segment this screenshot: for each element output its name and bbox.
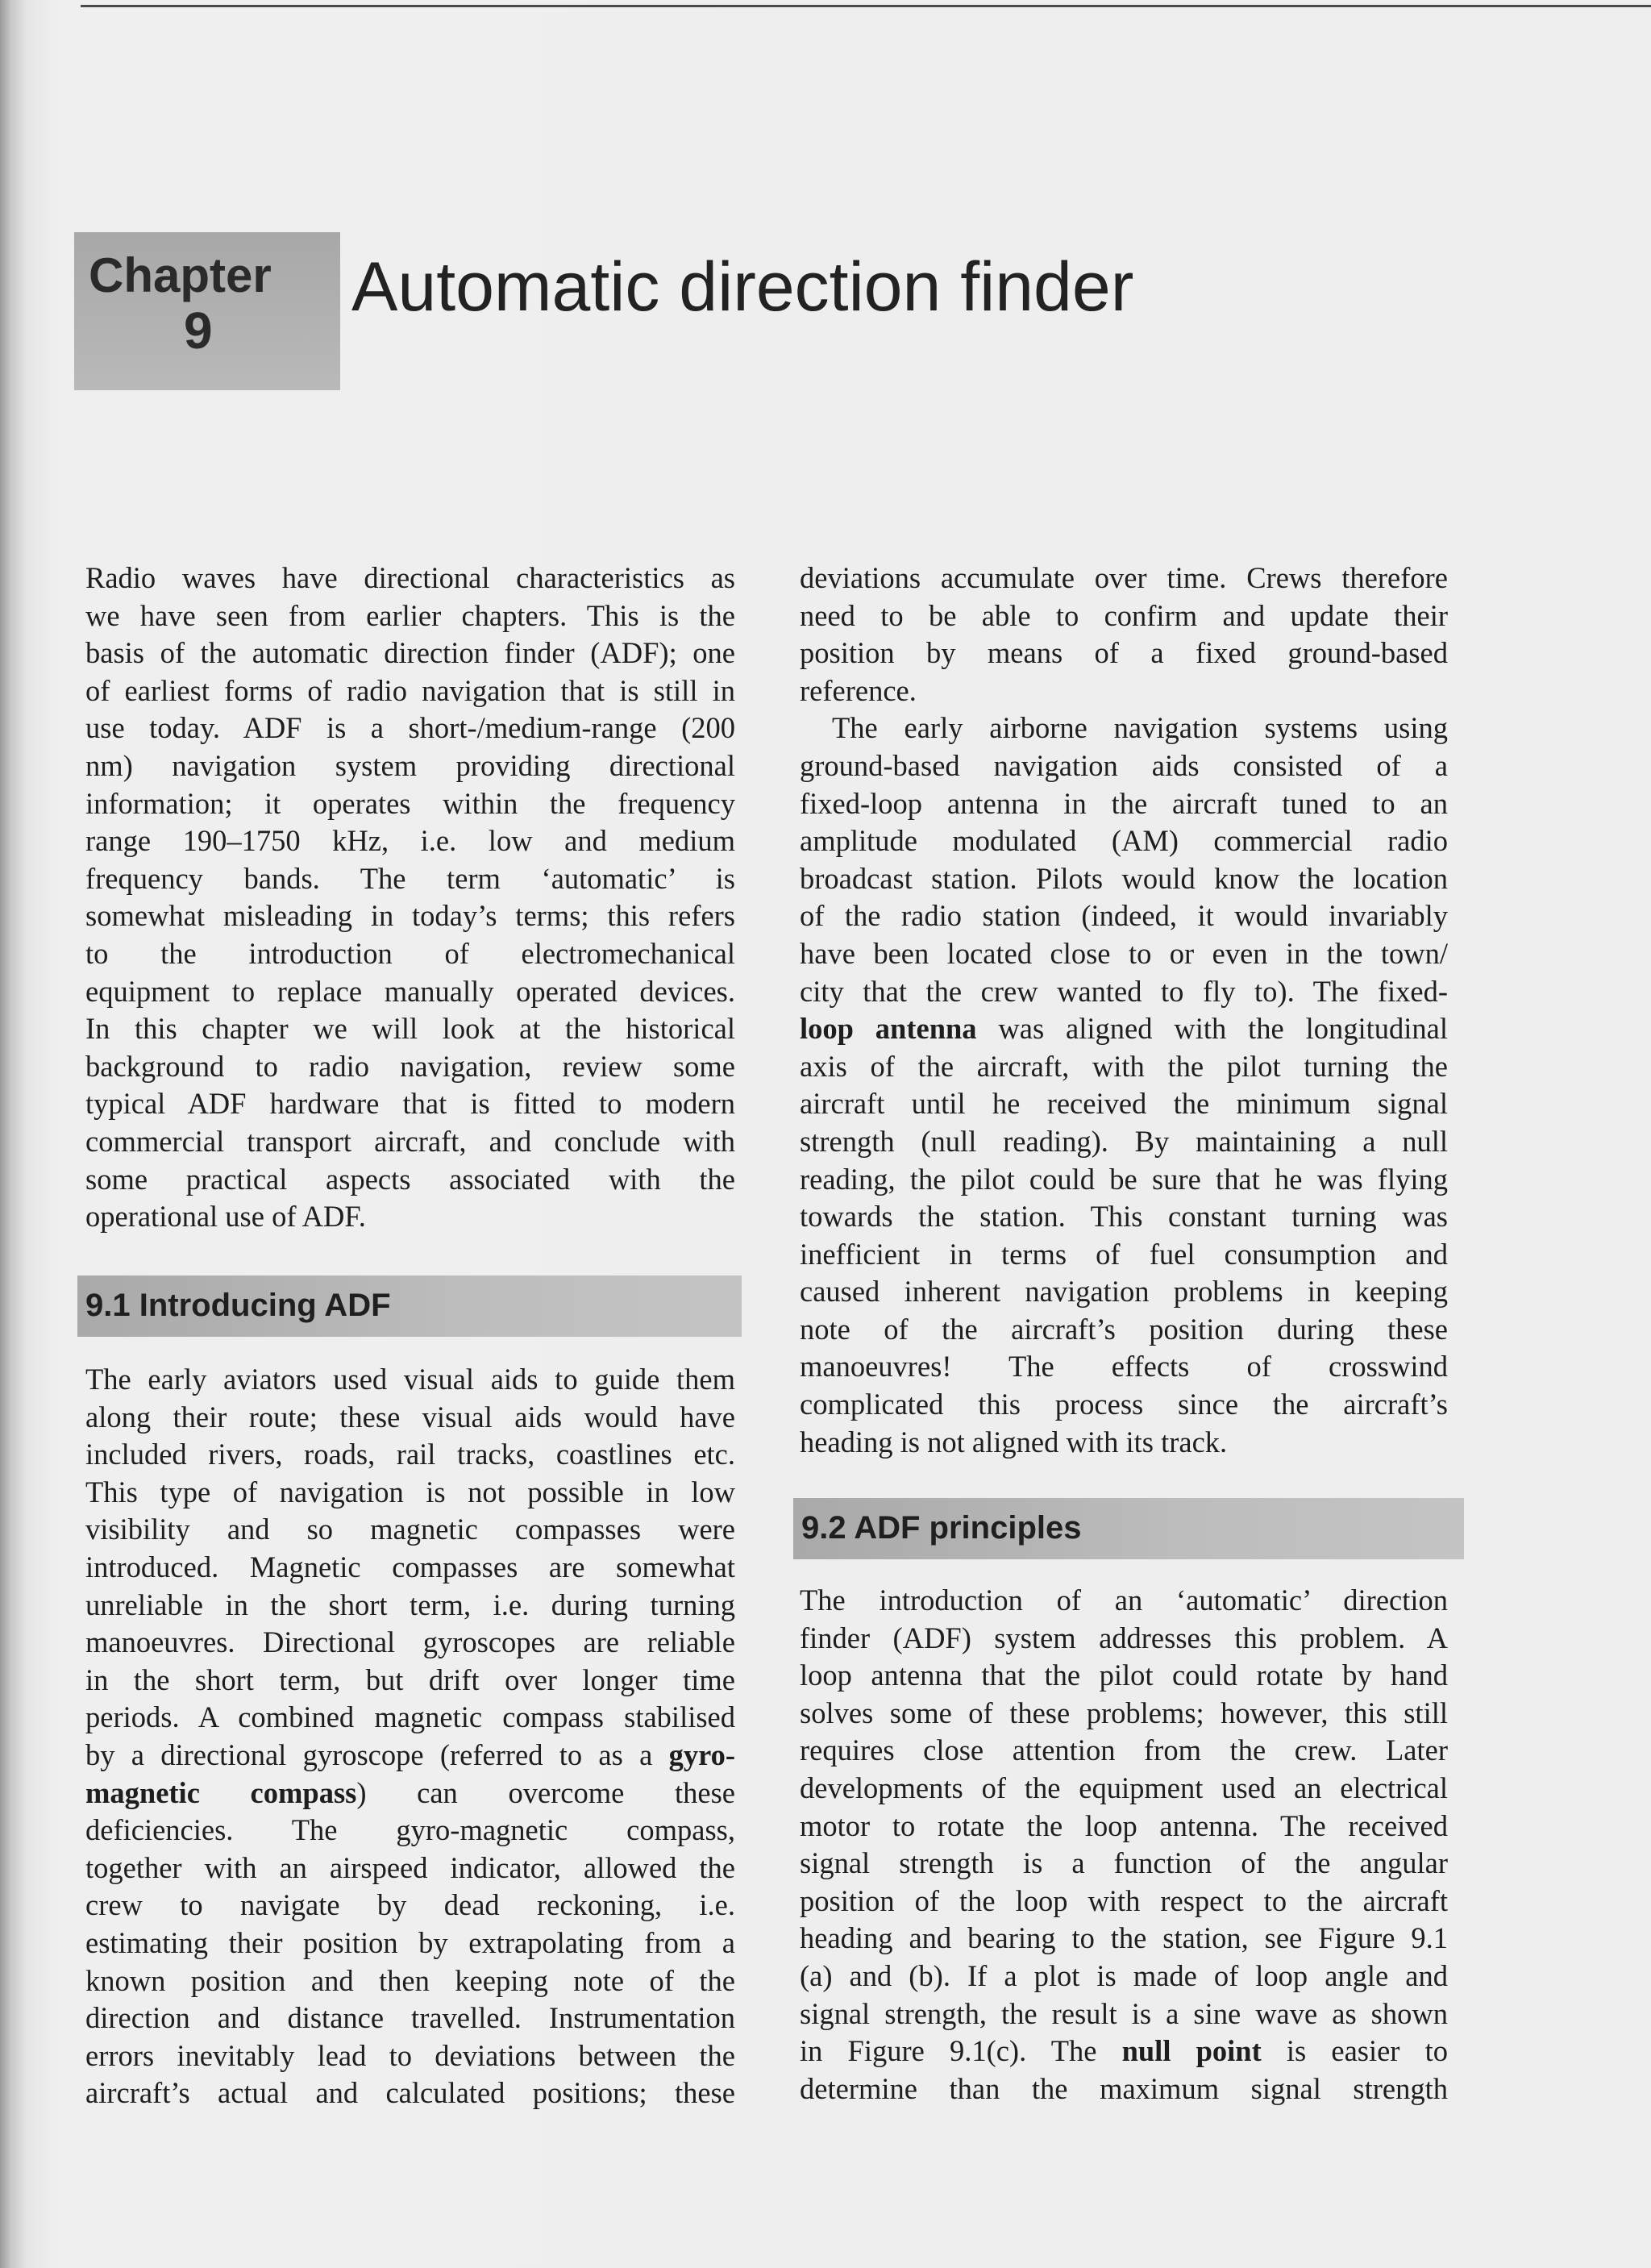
text-line: inefficient in terms of fuel consumption and [800, 1237, 1448, 1271]
text-line: strength (null reading). By maintaining a null [800, 1124, 1448, 1158]
text-line: broadcast station. Pilots would know the location [800, 861, 1448, 895]
text-line: signal strength, the result is a sine wave as shown [800, 1996, 1448, 2030]
section-heading-text: 9.1 Introducing ADF [85, 1288, 391, 1323]
text-line: position of the loop with respect to the aircraft [800, 1883, 1448, 1917]
text-line: in the short term, but drift over longer time [85, 1663, 735, 1696]
text-line: visibility and so magnetic compasses were [85, 1513, 735, 1546]
top-rule [81, 5, 1651, 7]
text-line: of the radio station (indeed, it would invariably [800, 899, 1448, 933]
text-line [85, 1775, 735, 1812]
text-line: Radio waves have directional characteristics as [85, 561, 735, 594]
text-line: known position and then keeping note of the [85, 1963, 735, 1997]
text-span: by a directional gyroscope (referred to as a [85, 1737, 653, 1771]
text-line: aircraft until he received the minimum signal [800, 1087, 1448, 1121]
text-line: basis of the automatic direction finder (ADF); one [85, 636, 735, 670]
text-line: range 190–1750 kHz, i.e. low and medium [85, 824, 735, 858]
bold-term: null point [1121, 2034, 1262, 2068]
text-line: complicated this process since the aircraft’s [800, 1388, 1448, 1421]
text-line: reference. [800, 673, 917, 707]
text-line: In this chapter we will look at the historical [85, 1012, 735, 1046]
text-line: frequency bands. The term ‘automatic’ is [85, 861, 735, 895]
text-line: unreliable in the short term, i.e. during turning [85, 1588, 735, 1621]
text-line: information; it operates within the frequency [85, 786, 735, 820]
section-heading-9-2 [793, 1498, 1464, 1559]
text-line: position by means of a fixed ground-based [800, 636, 1448, 670]
text-line [800, 1010, 1448, 1048]
section-heading-9-1 [77, 1275, 742, 1337]
section-heading-text: 9.2 ADF principles [801, 1510, 1082, 1546]
text-line: of earliest forms of radio navigation that is still in [85, 673, 735, 707]
text-line: The early aviators used visual aids to guide them [85, 1363, 735, 1396]
text-line: finder (ADF) system addresses this problem. A [800, 1621, 1448, 1654]
section-9-2-paragraph [800, 1582, 1448, 2108]
text-span: in Figure 9.1(c). The [800, 2034, 1122, 2068]
text-line: The introduction of an ‘automatic’ direction [800, 1583, 1448, 1617]
text-line: typical ADF hardware that is fitted to modern [85, 1087, 735, 1121]
text-line: deficiencies. The gyro-magnetic compass, [85, 1813, 735, 1847]
bold-term: gyro- [668, 1737, 736, 1771]
text-line: manoeuvres. Directional gyroscopes are reliable [85, 1625, 735, 1659]
text-line: introduced. Magnetic compasses are somewhat [85, 1550, 735, 1583]
text-line: have been located close to or even in the town/ [800, 936, 1448, 970]
text-line: heading and bearing to the station, see Figure 9.1 [800, 1921, 1448, 1955]
text-line: reading, the pilot could be sure that he was flying [800, 1162, 1448, 1196]
text-line: somewhat misleading in today’s terms; this refers [85, 899, 735, 933]
text-line: nm) navigation system providing directional [85, 748, 735, 782]
text-line: aircraft’s actual and calculated positions; these [85, 2076, 735, 2110]
text-line: manoeuvres! The effects of crosswind [800, 1350, 1448, 1384]
text-line: heading is not aligned with its track. [800, 1425, 1228, 1459]
text-line: amplitude modulated (AM) commercial radio [800, 824, 1448, 858]
text-span: is easier to [1261, 2034, 1448, 2068]
chapter-number: 9 [184, 302, 213, 360]
text-span: ) can overcome these [356, 1775, 735, 1809]
text-line: errors inevitably lead to deviations between the [85, 2038, 735, 2072]
intro-paragraph [85, 560, 735, 1236]
bold-term: magnetic compass [85, 1775, 357, 1809]
text-line: need to be able to confirm and update their [800, 598, 1448, 632]
text-line: (a) and (b). If a plot is made of loop angle and [800, 1958, 1448, 1992]
text-line [800, 2033, 1448, 2070]
chapter-title: Automatic direction finder [351, 248, 1134, 326]
text-line: axis of the aircraft, with the pilot turning the [800, 1049, 1448, 1083]
text-line: requires close attention from the crew. Later [800, 1733, 1448, 1767]
text-line: along their route; these visual aids would have [85, 1400, 735, 1434]
text-line: fixed-loop antenna in the aircraft tuned to an [800, 786, 1448, 820]
text-line: determine than the maximum signal strength [800, 2071, 1448, 2105]
text-line: ground-based navigation aids consisted of a [800, 748, 1448, 782]
text-line: we have seen from earlier chapters. This is the [85, 598, 735, 632]
text-line: periods. A combined magnetic compass stabilised [85, 1700, 735, 1734]
text-line: The early airborne navigation systems using [832, 711, 1448, 745]
text-line: to the introduction of electromechanical [85, 936, 735, 970]
chapter-label: Chapter [89, 248, 272, 302]
text-line: included rivers, roads, rail tracks, coastlines etc. [85, 1438, 735, 1471]
text-line: motor to rotate the loop antenna. The received [800, 1808, 1448, 1842]
text-line: This type of navigation is not possible in low [85, 1475, 735, 1509]
text-line: some practical aspects associated with the [85, 1162, 735, 1196]
text-line: deviations accumulate over time. Crews therefore [800, 561, 1448, 594]
text-line: together with an airspeed indicator, allowed the [85, 1850, 735, 1884]
text-span: was aligned with the longitudinal [976, 1012, 1448, 1046]
text-line: estimating their position by extrapolating from a [85, 1925, 735, 1959]
text-line: note of the aircraft’s position during these [800, 1312, 1448, 1346]
bold-term: loop antenna [800, 1012, 977, 1046]
text-line: commercial transport aircraft, and conclude with [85, 1124, 735, 1158]
text-line: equipment to replace manually operated devices. [85, 974, 735, 1008]
text-line: signal strength is a function of the angular [800, 1846, 1448, 1880]
continued-paragraph [800, 560, 1448, 1461]
text-line: operational use of ADF. [85, 1200, 366, 1234]
text-line: use today. ADF is a short-/medium-range (200 [85, 711, 735, 745]
section-9-1-paragraph [85, 1361, 735, 2112]
text-line [85, 1737, 735, 1775]
text-line: crew to navigate by dead reckoning, i.e. [85, 1888, 735, 1922]
text-line: loop antenna that the pilot could rotate by hand [800, 1658, 1448, 1692]
text-line: background to radio navigation, review some [85, 1049, 735, 1083]
text-line: caused inherent navigation problems in keeping [800, 1275, 1448, 1309]
text-line: solves some of these problems; however, this still [800, 1696, 1448, 1729]
text-line: city that the crew wanted to fly to). The fixed- [800, 974, 1448, 1008]
text-line: developments of the equipment used an electrical [800, 1771, 1448, 1804]
text-line: direction and distance travelled. Instrumentation [85, 2001, 735, 2035]
text-line: towards the station. This constant turning was [800, 1200, 1448, 1234]
